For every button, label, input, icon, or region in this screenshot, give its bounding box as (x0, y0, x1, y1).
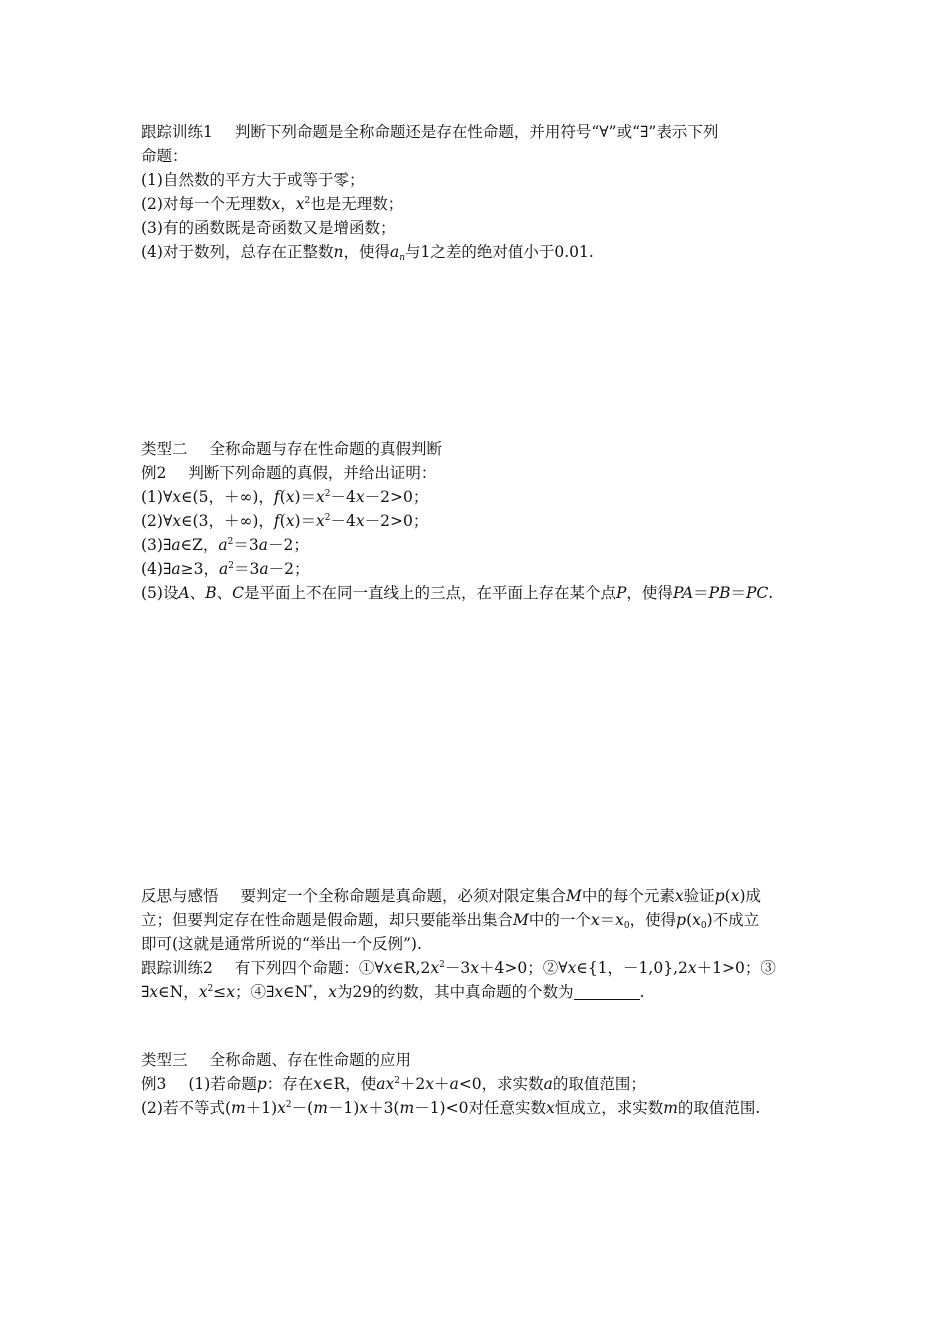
exercise-2-line-2: ∃x∈N，$x^2\le x$；④∃x∈N*，x为29的约数，其中真命题的个数为 . (141, 983, 645, 1001)
type-2-section (141, 437, 821, 605)
example-2-label: 例2 (141, 464, 167, 482)
answer-blank[interactable] (574, 983, 640, 1000)
exercise-1-prompt-cont: 命题： (141, 147, 188, 165)
example-3-line-2: (2)若不等式$(m+1)x^2-(m-1)x+3(m-1)<0$对任意实数x恒成立，求实数m的取值范围. (141, 1099, 761, 1117)
type-2-heading: 类型二 全称命题与存在性命题的真假判断 (141, 440, 443, 458)
reflection-line-3: 即可(这就是通常所说的“举出一个反例”). (141, 935, 422, 953)
exercise-2-line-1: 跟踪训练2 有下列四个命题：$①\forall x\in R,2x^2-3x+4>0$；②∀x∈{1，－1,0},2x＋1>0；③ (141, 959, 776, 977)
reflection-section (141, 884, 821, 1004)
example-2-item-5: (5)设A、B、C是平面上不在同一直线上的三点，在平面上存在某个点P，使得PA＝PB＝PC. (141, 584, 774, 602)
example-2-item-2: (2)∀x∈(3，＋∞)，$f(x)=x^2-4x-2>0$； (141, 512, 429, 530)
exercise-1-item-2: (2)对每一个无理数x，$x^2$也是无理数； (141, 195, 404, 213)
example-2-item-3: (3)∃a∈Z，$a^2=3a-2$； (141, 536, 309, 554)
example-2-prompt: 例2 判断下列命题的真假，并给出证明： (141, 464, 437, 482)
exercise-1-prompt: 跟踪训练1 判断下列命题是全称命题还是存在性命题，并用符号“∀”或“∃”表示下列 (141, 123, 719, 141)
exercise-1-item-1: (1)自然数的平方大于或等于零； (141, 171, 365, 189)
exercise-1-item-4: (4)对于数列，总存在正整数n，使得$a_n$与1之差的绝对值小于0.01. (141, 243, 594, 263)
reflection-line-2: 立；但要判定存在性命题是假命题，却只要能举出集合M中的一个$x=x_0$，使得$p(x_0)$不成立 (141, 911, 760, 931)
type-3-heading: 类型三 全称命题、存在性命题的应用 (141, 1051, 412, 1069)
example-3-label: 例3 (141, 1075, 167, 1093)
exercise-2-label: 跟踪训练2 (141, 959, 213, 977)
example-2-item-1: (1)∀x∈(5，＋∞)，$f(x)=x^2-4x-2>0$； (141, 488, 429, 506)
exercise-1-item-3: (3)有的函数既是奇函数又是增函数； (141, 219, 396, 237)
reflection-label: 反思与感悟 (141, 887, 219, 905)
reflection-line-1: 反思与感悟 要判定一个全称命题是真命题，必须对限定集合M中的每个元素x验证p(x)成 (141, 887, 761, 905)
example-2-item-4: (4)∃a≥3，$a^2=3a-2$； (141, 560, 310, 578)
type-3-section (141, 1048, 821, 1120)
exercise-1-label: 跟踪训练1 (141, 123, 213, 141)
exercise-1 (141, 120, 821, 264)
example-3-line-1: 例3 (1)若命题p：存在x∈R，使$ax^2+2x+a<0$，求实数a的取值范围； (141, 1075, 646, 1093)
